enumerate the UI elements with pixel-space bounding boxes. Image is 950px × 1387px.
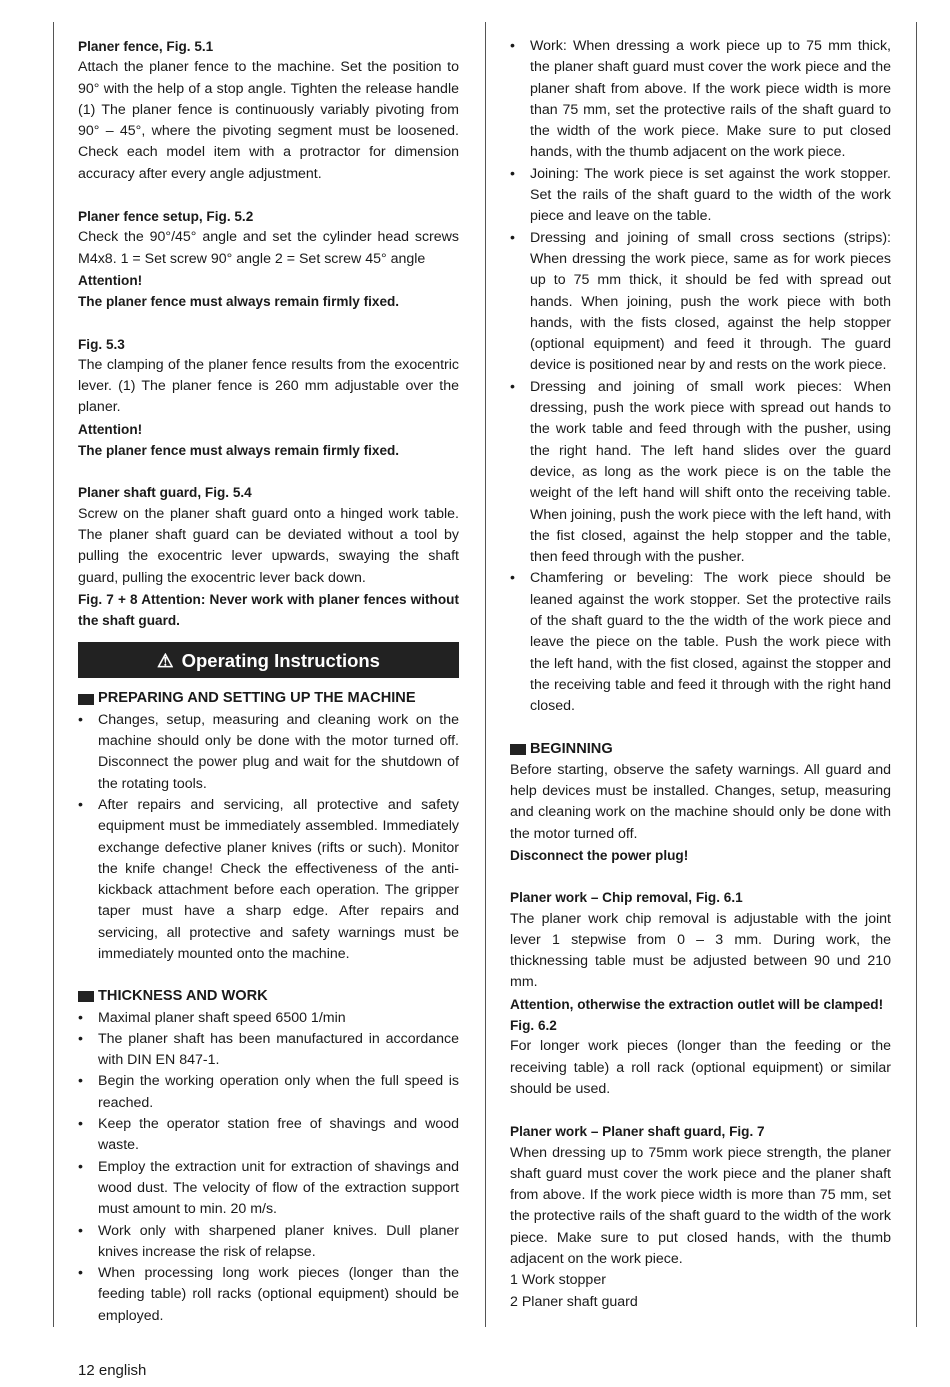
fence-title: Planer fence, Fig. 5.1 xyxy=(78,39,214,54)
attention-label: Attention! xyxy=(78,272,143,288)
attention-text: The planer fence must always remain firmly fixed. xyxy=(78,443,400,459)
right-column xyxy=(510,36,891,1313)
right-column-rule xyxy=(916,22,917,1327)
chip-text: The planer work chip removal is adjustable with the joint lever 1 stepwise from 0 – 3 mm. During work, the thicknessing table must be adjusted between 90 und 210 mm. xyxy=(510,910,891,991)
legend-item: 2 Planer shaft guard xyxy=(510,1293,638,1310)
fence-text: Attach the planer fence to the machine. Set the position to 90° with the help of a stop angle. Tighten the release handle (1) The planer fence is continuously variably pivoting from 90° – 45°, where the pivoting segment must be loosened. Check each model item with a protractor for dimension accuracy after every angle adjustment. xyxy=(78,59,459,182)
left-column-rule xyxy=(53,22,54,1327)
fig53-title: Fig. 5.3 xyxy=(78,336,125,352)
list-item: • Employ the extraction unit for extraction of shavings and wood dust. The velocity of flow of the extraction support must amount to min. 20 m/s. xyxy=(78,1157,459,1221)
list-item: • Chamfering or beveling: The work piece should be leaned against the work stopper. Set the protective rails of the shaft guard to the the width of the work piece and leave the piece on the table. Push the work piece with the left hand, with the fist closed, against the stopper and the receiving table and feed it through with the right hand closed. xyxy=(510,568,891,717)
prep-heading: PREPARING AND SETTING UP THE MACHINE xyxy=(98,690,416,707)
attention-text: The planer fence must always remain firmly fixed. xyxy=(78,294,400,310)
list-item: • Maximal planer shaft speed 6500 1/min xyxy=(78,1008,459,1029)
legend-item: 1 Work stopper xyxy=(510,1272,606,1289)
operating-instructions-banner xyxy=(78,642,459,678)
chip-attention: Attention, otherwise the extraction outlet will be clamped! xyxy=(510,996,884,1012)
list-item: • Work: When dressing a work piece up to 75 mm thick, the planer shaft guard must cover the work piece and the planer shaft from above. If the work piece width is more than 75 mm, set the protective rails of the shaft guard to the width of the work piece. Make sure to put closed hands, with the thumb adjacent on the work piece. xyxy=(510,36,891,164)
guard7-title: Planer work – Planer shaft guard, Fig. 7 xyxy=(510,1124,765,1140)
fig78-warning: Fig. 7 + 8 Attention: Never work with planer fences without the shaft guard. xyxy=(78,591,459,629)
guard-title: Planer shaft guard, Fig. 5.4 xyxy=(78,485,252,501)
center-column-rule xyxy=(485,22,486,1327)
warning-triangle-icon: ⚠ xyxy=(157,649,174,671)
guard7-text: When dressing up to 75mm work piece strength, the planer shaft guard must cover the work piece and the planer shaft from above. If the work piece width is more than 75 mm, set the protective rails of the shaft guard to the width of the work piece. Make sure to put closed hands, with the thumb adjacent on the work piece. xyxy=(510,1144,891,1268)
list-item: • Begin the working operation only when the full speed is reached. xyxy=(78,1071,459,1114)
list-item: • When processing long work pieces (longer than the feeding table) roll racks (optional equipment) should be employed. xyxy=(78,1263,459,1327)
section-heading xyxy=(78,688,459,709)
list-item: • Dressing and joining of small cross sections (strips): When dressing the work piece, same as for work pieces up to 75 mm thick, it should be fed with spread out hands. When joining, push the work piece with both hands, with the fists closed, against the help stopper (optional equipment) and feed it through. The guard device is positioned near by and rests on the work piece. xyxy=(510,228,891,377)
prep-list xyxy=(78,710,459,966)
disconnect-warning: Disconnect the power plug! xyxy=(510,847,689,863)
square-bullet-icon xyxy=(510,744,526,755)
list-item: • The planer shaft has been manufactured in accordance with DIN EN 847-1. xyxy=(78,1029,459,1072)
list-item: • Keep the operator station free of shavings and wood waste. xyxy=(78,1114,459,1157)
list-item: • Changes, setup, measuring and cleaning work on the machine should only be done with the motor turned off. Disconnect the power plug and wait for the shutdown of the rotating tools. xyxy=(78,710,459,795)
beginning-text: Before starting, observe the safety warnings. All guard and help devices must be installed. Changes, setup, measuring and cleaning work on the machine should only be done with the motor turned off. xyxy=(510,761,891,842)
thickness-heading: THICKNESS AND WORK xyxy=(98,988,268,1005)
beginning-heading: BEGINNING xyxy=(530,740,613,757)
left-column xyxy=(78,36,459,1327)
operating-instructions-title: Operating Instructions xyxy=(181,649,380,671)
fig62-text: For longer work pieces (longer than the feeding or the receiving table) a roll rack (optional equipment) or similar should be used. xyxy=(510,1038,891,1097)
list-item: • Dressing and joining of small work pieces: When dressing, push the work piece with spread out hands to the work table and feed through with the pusher, using the right hand. The left hand slides over the guard device, as long as the work piece is on the table the weight of the left hand will shift onto the receiving table. When joining, push the work piece with the left hand, with the fist closed, against the help stopper and the table, then feed through with the pusher. xyxy=(510,377,891,569)
page-footer: 12 english xyxy=(78,1362,147,1379)
list-item: • Work only with sharpened planer knives. Dull planer knives increase the risk of relapse. xyxy=(78,1221,459,1264)
thickness-list xyxy=(78,1008,459,1327)
section-heading xyxy=(510,739,891,760)
list-item: • Joining: The work piece is set against the work stopper. Set the rails of the shaft guard to the width of the work piece and leave on the table. xyxy=(510,164,891,228)
section-heading xyxy=(78,986,459,1007)
setup-title: Planer fence setup, Fig. 5.2 xyxy=(78,209,254,225)
fig53-text: The clamping of the planer fence results from the exocentric lever. (1) The planer fence is 260 mm adjustable over the planer. xyxy=(78,356,459,416)
setup-text: Check the 90°/45° angle and set the cylinder head screws M4x8. 1 = Set screw 90° angle 2 = Set screw 45° angle xyxy=(78,229,459,267)
attention-label: Attention! xyxy=(78,421,143,437)
square-bullet-icon xyxy=(78,991,94,1002)
fig62-title: Fig. 6.2 xyxy=(510,1018,557,1034)
work-list xyxy=(510,36,891,718)
guard-text: Screw on the planer shaft guard onto a hinged work table. The planer shaft guard can be deviated without a tool by pulling the exocentric lever upwards, swaying the shaft guard, pulling the exocentric lever back down. xyxy=(78,505,459,586)
chip-title: Planer work – Chip removal, Fig. 6.1 xyxy=(510,890,743,906)
list-item: • After repairs and servicing, all protective and safety equipment must be immediately assembled. Immediately exchange defective planer knives (rifts or such). Monitor the knife change! Check the effectiveness of the anti-kickback attachment before each operation. The gripper taper must have a sharp edge. After repairs and servicing, all protective and safety warnings must be immediately mounted onto the machine. xyxy=(78,795,459,965)
square-bullet-icon xyxy=(78,694,94,705)
